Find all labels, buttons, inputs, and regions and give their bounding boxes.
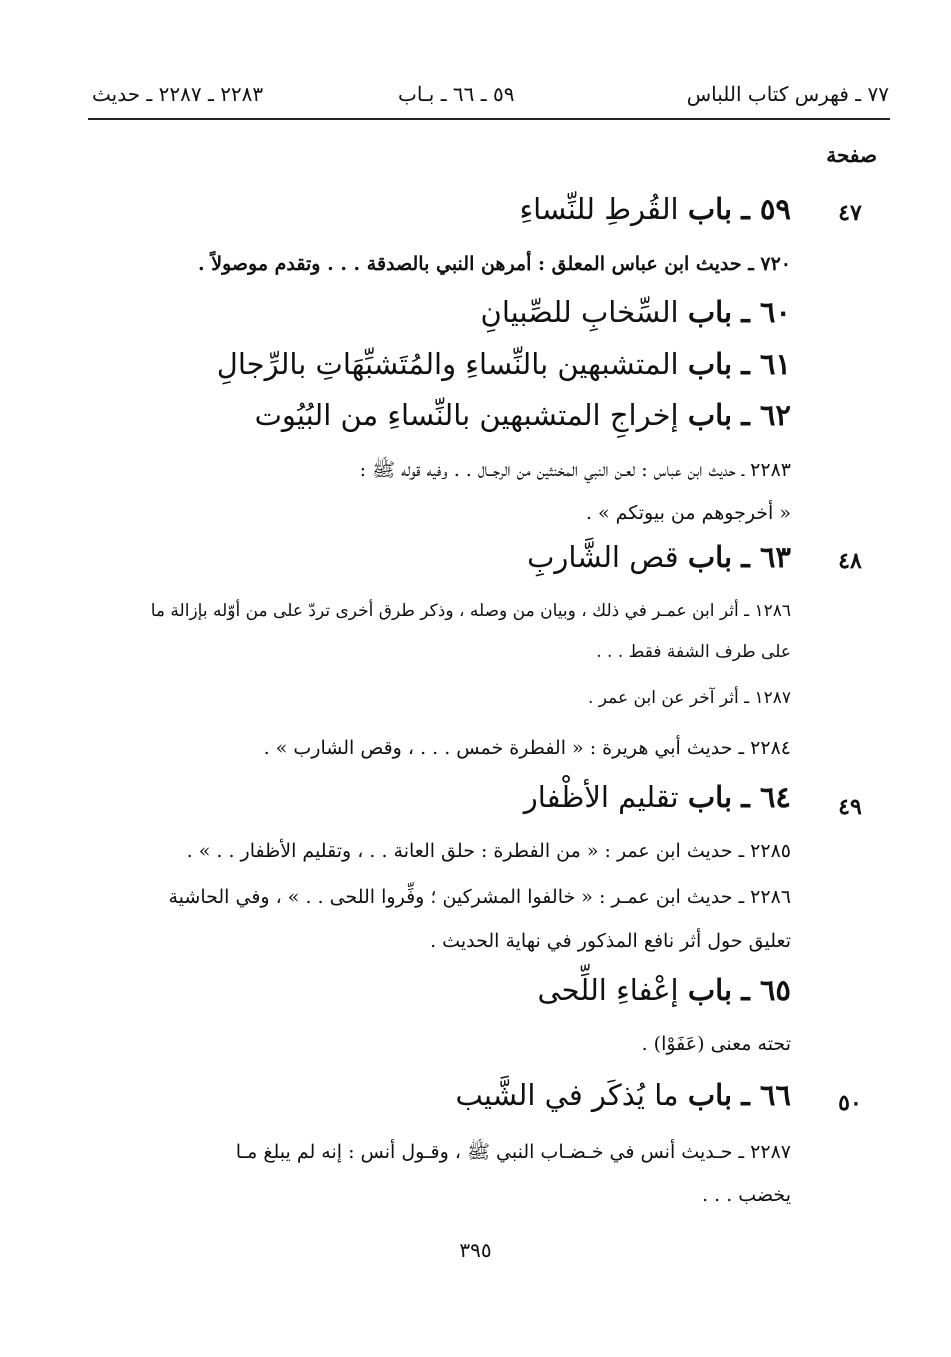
chapter-title: المتشبهين بالنِّساءِ والمُتَشبِّهَاتِ بالرِّجالِ — [216, 347, 679, 381]
index-entry: ٢٢٨٧ ـ حـديث أنس في خـضـاب النبي ﷺ ، وقـول أنس : إنه لم يبلغ مـا — [235, 1141, 791, 1163]
chapter-word: باب — [687, 295, 733, 329]
chapter-number: ٦٠ ـ — [741, 295, 791, 329]
index-entry-continued: على طرف الشفة فقط . . . — [596, 642, 791, 662]
chapter-word: باب — [687, 780, 733, 814]
chapter-number: ٦٢ ـ — [741, 398, 791, 432]
page-ref: ٥٠ — [838, 1090, 862, 1116]
header-chapter-range: ٥٩ ـ ٦٦ ـ بـاب — [398, 82, 515, 106]
chapter-title: تقليم الأظْفار — [523, 780, 679, 814]
chapter-title: ما يُذكَر في الشَّيب — [455, 1078, 679, 1112]
chapter-word: باب — [687, 347, 733, 381]
chapter-number: ٦٣ ـ — [741, 540, 791, 574]
index-entry: ٢٢٨٥ ـ حديث ابن عمر : « من الفطرة : حلق العانة . . ، وتقليم الأظفار . . » . — [186, 840, 791, 862]
page-ref: ٤٧ — [838, 200, 862, 226]
chapter-heading — [481, 295, 791, 329]
index-entry-continued: « أخرجوهم من بيوتكم » . — [585, 502, 791, 524]
chapter-heading — [217, 347, 791, 381]
index-entry: ٢٢٨٦ ـ حديث ابن عمـر : « خالفوا المشركين ؛ وفِّروا اللحى . . » ، وفي الحاشية — [168, 886, 791, 908]
chapter-title: القُرطِ للنِّساءِ — [519, 192, 679, 226]
chapter-word: باب — [687, 398, 733, 432]
chapter-word: باب — [687, 540, 733, 574]
header-rule — [88, 118, 890, 120]
chapter-heading — [537, 973, 791, 1007]
index-entry: ١٢٨٧ ـ أثر آخر عن ابن عمر . — [587, 688, 791, 708]
chapter-heading — [519, 192, 791, 226]
chapter-number: ٥٩ ـ — [741, 192, 791, 226]
chapter-number: ٦١ ـ — [741, 347, 791, 381]
page-column-label: صفحة — [826, 143, 877, 167]
page-ref: ٤٨ — [838, 548, 862, 574]
chapter-word: باب — [687, 973, 733, 1007]
chapter-word: باب — [687, 1078, 733, 1112]
chapter-heading — [255, 398, 791, 432]
header-book-title: ٧٧ ـ فهرس كتاب اللباس — [686, 82, 889, 106]
page-ref: ٤٩ — [838, 794, 862, 820]
index-entry: ٢٢٨٣ ـ حديث ابن عباس : لعـن النبي المخنثين من الرجــال . . وفيه قوله ﷺ : — [359, 459, 791, 481]
header-hadith-range: ٢٢٨٣ ـ ٢٢٨٧ ـ حديث — [92, 82, 264, 106]
chapter-number: ٦٤ ـ — [741, 780, 791, 814]
chapter-heading — [527, 540, 791, 574]
index-entry-continued: يخضب . . . — [702, 1184, 791, 1206]
chapter-number: ٦٦ ـ — [741, 1078, 791, 1112]
chapter-number: ٦٥ ـ — [741, 973, 791, 1007]
index-entry: ١٢٨٦ ـ أثر ابن عمـر في ذلك ، وبيان من وصله ، وذكر طرق أخرى تردّ على من أوّله بإزالة ما — [150, 601, 791, 621]
chapter-title: إعْفاءِ اللِّحى — [537, 973, 679, 1007]
chapter-heading — [524, 780, 791, 814]
index-entry: ٧٢٠ ـ حديث ابن عباس المعلق : أمرهن النبي بالصدقة . . . وتقدم موصولاً . — [198, 253, 791, 275]
index-entry: ٢٢٨٤ ـ حديث أبي هريرة : « الفطرة خمس . . . ، وقص الشارب » . — [263, 737, 791, 759]
index-entry-continued: تعليق حول أثر نافع المذكور في نهاية الحديث . — [430, 930, 791, 952]
index-entry: تحته معنى (عَفَوْا) . — [641, 1033, 791, 1055]
page-number: ٣٩٥ — [459, 1238, 492, 1262]
chapter-title: قص الشَّاربِ — [527, 540, 679, 574]
chapter-title: السِّخابِ للصِّبيانِ — [480, 295, 679, 329]
chapter-heading — [455, 1078, 791, 1112]
chapter-word: باب — [687, 192, 733, 226]
chapter-title: إخراجِ المتشبهين بالنِّساءِ من البُيُوت — [254, 398, 679, 432]
